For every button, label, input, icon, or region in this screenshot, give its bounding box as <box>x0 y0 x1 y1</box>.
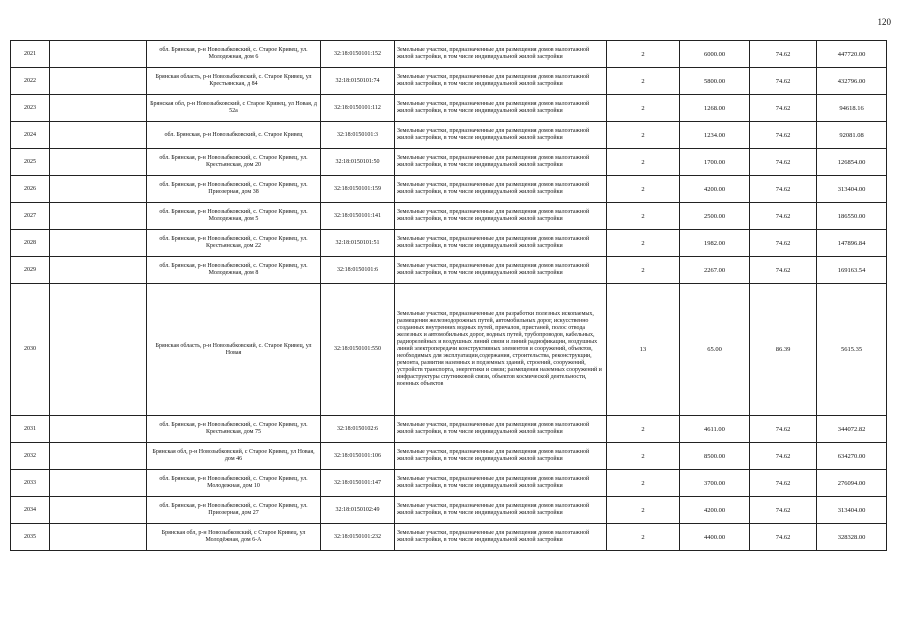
specific-value-cell: 74.62 <box>750 257 817 284</box>
use-group-cell: 2 <box>607 524 680 551</box>
cadastral-number-cell: 32:18:0150101:550 <box>321 284 395 416</box>
land-use-cell: Земельные участки, предназначенные для размещения домов малоэтажной жилой застройки, в том числе индивидуальной жилой застройки <box>395 470 607 497</box>
use-group-cell: 2 <box>607 203 680 230</box>
table-row <box>11 176 887 203</box>
specific-value-cell: 74.62 <box>750 68 817 95</box>
empty-cell <box>50 257 147 284</box>
specific-value-cell: 74.62 <box>750 122 817 149</box>
use-group-cell: 13 <box>607 284 680 416</box>
empty-cell <box>50 416 147 443</box>
cadastral-number-cell: 32:18:0150101:141 <box>321 203 395 230</box>
empty-cell <box>50 497 147 524</box>
row-number-cell: 2032 <box>11 443 50 470</box>
row-number-cell: 2021 <box>11 41 50 68</box>
use-group-cell: 2 <box>607 416 680 443</box>
cadastral-number-cell: 32:18:0150101:51 <box>321 230 395 257</box>
row-number-cell: 2034 <box>11 497 50 524</box>
cadastral-number-cell: 32:18:0150102:6 <box>321 416 395 443</box>
cadastral-value-cell: 328328.00 <box>817 524 887 551</box>
table-row <box>11 497 887 524</box>
cadastral-number-cell: 32:18:0150101:232 <box>321 524 395 551</box>
table-row <box>11 122 887 149</box>
empty-cell <box>50 443 147 470</box>
address-cell: Брянская область, р-н Новозыбковский, с. Старое Кривец, ул Крестьянская, д 84 <box>147 68 321 95</box>
use-group-cell: 2 <box>607 497 680 524</box>
row-number-cell: 2023 <box>11 95 50 122</box>
land-use-cell: Земельные участки, предназначенные для размещения домов малоэтажной жилой застройки, в том числе индивидуальной жилой застройки <box>395 68 607 95</box>
address-cell: Брянская обл, р-н Новозыбковский, с Старое Кривец, ул Молодёжная, дом 6-А <box>147 524 321 551</box>
page-number: 120 <box>877 17 891 27</box>
area-cell: 2500.00 <box>680 203 750 230</box>
use-group-cell: 2 <box>607 149 680 176</box>
cadastral-value-cell: 5615.35 <box>817 284 887 416</box>
address-cell: обл. Брянская, р-н Новозыбковский, с. Старое Кривец, ул. Крестьянская, дом 22 <box>147 230 321 257</box>
land-use-cell: Земельные участки, предназначенные для размещения домов малоэтажной жилой застройки, в том числе индивидуальной жилой застройки <box>395 497 607 524</box>
land-use-cell: Земельные участки, предназначенные для размещения домов малоэтажной жилой застройки, в том числе индивидуальной жилой застройки <box>395 416 607 443</box>
address-cell: обл. Брянская, р-н Новозыбковский, с. Старое Кривец, ул. Крестьянская, дом 75 <box>147 416 321 443</box>
address-cell: Брянская обл, р-н Новозыбковский, с Старое Кривец, ул Новая, д 52а <box>147 95 321 122</box>
use-group-cell: 2 <box>607 443 680 470</box>
specific-value-cell: 74.62 <box>750 41 817 68</box>
cadastral-value-cell: 313404.00 <box>817 176 887 203</box>
table-row <box>11 68 887 95</box>
cadastral-number-cell: 32:18:0150102:49 <box>321 497 395 524</box>
specific-value-cell: 74.62 <box>750 230 817 257</box>
cadastral-value-cell: 186550.00 <box>817 203 887 230</box>
row-number-cell: 2025 <box>11 149 50 176</box>
address-cell: обл. Брянская, р-н Новозыбковский, с. Старое Кривец <box>147 122 321 149</box>
empty-cell <box>50 230 147 257</box>
empty-cell <box>50 524 147 551</box>
cadastral-number-cell: 32:18:0150101:159 <box>321 176 395 203</box>
area-cell: 1982.00 <box>680 230 750 257</box>
empty-cell <box>50 95 147 122</box>
specific-value-cell: 74.62 <box>750 470 817 497</box>
use-group-cell: 2 <box>607 95 680 122</box>
address-cell: обл. Брянская, р-н Новозыбковский, с. Старое Кривец, ул. Молодежная, дом 8 <box>147 257 321 284</box>
land-use-cell: Земельные участки, предназначенные для размещения домов малоэтажной жилой застройки, в том числе индивидуальной жилой застройки <box>395 41 607 68</box>
table-row <box>11 230 887 257</box>
cadastral-number-cell: 32:18:0150101:147 <box>321 470 395 497</box>
empty-cell <box>50 470 147 497</box>
area-cell: 3700.00 <box>680 470 750 497</box>
cadastral-number-cell: 32:18:0150101:6 <box>321 257 395 284</box>
empty-cell <box>50 68 147 95</box>
row-number-cell: 2027 <box>11 203 50 230</box>
cadastral-number-cell: 32:18:0150101:3 <box>321 122 395 149</box>
area-cell: 4200.00 <box>680 176 750 203</box>
address-cell: обл. Брянская, р-н Новозыбковский, с. Старое Кривец, ул. Приозерная, дом 27 <box>147 497 321 524</box>
cadastral-value-cell: 92081.08 <box>817 122 887 149</box>
address-cell: Брянская обл, р-н Новозыбковский, с Старое Кривец, ул Новая, дом 46 <box>147 443 321 470</box>
row-number-cell: 2035 <box>11 524 50 551</box>
cadastral-number-cell: 32:18:0150101:112 <box>321 95 395 122</box>
table-row <box>11 41 887 68</box>
table-row <box>11 284 887 416</box>
address-cell: Брянская область, р-н Новозыбковский, с. Старое Кривец, ул Новая <box>147 284 321 416</box>
cadastral-value-cell: 94618.16 <box>817 95 887 122</box>
area-cell: 1268.00 <box>680 95 750 122</box>
row-number-cell: 2033 <box>11 470 50 497</box>
cadastral-value-cell: 432796.00 <box>817 68 887 95</box>
specific-value-cell: 74.62 <box>750 524 817 551</box>
address-cell: обл. Брянская, р-н Новозыбковский, с. Старое Кривец, ул. Приозерная, дом 38 <box>147 176 321 203</box>
row-number-cell: 2029 <box>11 257 50 284</box>
table-row <box>11 443 887 470</box>
specific-value-cell: 74.62 <box>750 149 817 176</box>
area-cell: 4200.00 <box>680 497 750 524</box>
use-group-cell: 2 <box>607 257 680 284</box>
empty-cell <box>50 176 147 203</box>
land-use-cell: Земельные участки, предназначенные для размещения домов малоэтажной жилой застройки, в том числе индивидуальной жилой застройки <box>395 149 607 176</box>
table-row <box>11 95 887 122</box>
cadastral-value-cell: 344072.82 <box>817 416 887 443</box>
address-cell: обл. Брянская, р-н Новозыбковский, с. Старое Кривец, ул. Молодежная, дом 5 <box>147 203 321 230</box>
row-number-cell: 2031 <box>11 416 50 443</box>
empty-cell <box>50 122 147 149</box>
cadastral-number-cell: 32:18:0150101:74 <box>321 68 395 95</box>
land-use-cell: Земельные участки, предназначенные для размещения домов малоэтажной жилой застройки, в том числе индивидуальной жилой застройки <box>395 257 607 284</box>
address-cell: обл. Брянская, р-н Новозыбковский, с. Старое Кривец, ул. Молодежная, дом 6 <box>147 41 321 68</box>
table-row <box>11 470 887 497</box>
area-cell: 8500.00 <box>680 443 750 470</box>
specific-value-cell: 74.62 <box>750 203 817 230</box>
area-cell: 4611.00 <box>680 416 750 443</box>
row-number-cell: 2028 <box>11 230 50 257</box>
area-cell: 2267.00 <box>680 257 750 284</box>
address-cell: обл. Брянская, р-н Новозыбковский, с. Старое Кривец, ул. Крестьянская, дом 20 <box>147 149 321 176</box>
empty-cell <box>50 203 147 230</box>
table-row <box>11 149 887 176</box>
area-cell: 1700.00 <box>680 149 750 176</box>
row-number-cell: 2024 <box>11 122 50 149</box>
specific-value-cell: 74.62 <box>750 176 817 203</box>
table-body <box>11 41 887 551</box>
table-row <box>11 203 887 230</box>
cadastral-value-table <box>10 40 887 551</box>
use-group-cell: 2 <box>607 122 680 149</box>
empty-cell <box>50 284 147 416</box>
table-row <box>11 257 887 284</box>
use-group-cell: 2 <box>607 176 680 203</box>
area-cell: 4400.00 <box>680 524 750 551</box>
land-use-cell: Земельные участки, предназначенные для размещения домов малоэтажной жилой застройки, в том числе индивидуальной жилой застройки <box>395 230 607 257</box>
specific-value-cell: 86.39 <box>750 284 817 416</box>
specific-value-cell: 74.62 <box>750 443 817 470</box>
use-group-cell: 2 <box>607 230 680 257</box>
specific-value-cell: 74.62 <box>750 95 817 122</box>
area-cell: 1234.00 <box>680 122 750 149</box>
specific-value-cell: 74.62 <box>750 497 817 524</box>
use-group-cell: 2 <box>607 68 680 95</box>
cadastral-value-cell: 447720.00 <box>817 41 887 68</box>
land-use-cell: Земельные участки, предназначенные для разработки полезных ископаемых, размещения железнодорожных путей, автомобильных дорог, искусственно созданных внутренних водных путей, причалов, пристаней, полос отвода железных и автомобильных дорог, водных путей, трубопроводов, кабельных, радиорелейных и воздушных линий связи и линий радиофикации, воздушных линий электропередачи конструктивных элементов и сооружений, объектов, необходимых для эксплуатации,содержания, строительства, реконструкции, ремонта, развития наземных и подземных зданий, строений, сооружений, устройств транспорта, энергетики и связи; размещения наземных сооружений и инфраструктуры спутниковой связи, объектов космической деятельности, военных объектов <box>395 284 607 416</box>
cadastral-number-cell: 32:18:0150101:106 <box>321 443 395 470</box>
table-row <box>11 416 887 443</box>
use-group-cell: 2 <box>607 470 680 497</box>
land-use-cell: Земельные участки, предназначенные для размещения домов малоэтажной жилой застройки, в том числе индивидуальной жилой застройки <box>395 176 607 203</box>
row-number-cell: 2022 <box>11 68 50 95</box>
cadastral-value-cell: 126854.00 <box>817 149 887 176</box>
use-group-cell: 2 <box>607 41 680 68</box>
empty-cell <box>50 149 147 176</box>
cadastral-value-cell: 169163.54 <box>817 257 887 284</box>
land-use-cell: Земельные участки, предназначенные для размещения домов малоэтажной жилой застройки, в том числе индивидуальной жилой застройки <box>395 524 607 551</box>
land-use-cell: Земельные участки, предназначенные для размещения домов малоэтажной жилой застройки, в том числе индивидуальной жилой застройки <box>395 443 607 470</box>
empty-cell <box>50 41 147 68</box>
land-use-cell: Земельные участки, предназначенные для размещения домов малоэтажной жилой застройки, в том числе индивидуальной жилой застройки <box>395 95 607 122</box>
cadastral-value-cell: 313404.00 <box>817 497 887 524</box>
specific-value-cell: 74.62 <box>750 416 817 443</box>
row-number-cell: 2026 <box>11 176 50 203</box>
address-cell: обл. Брянская, р-н Новозыбковский, с. Старое Кривец, ул. Молодежная, дом 10 <box>147 470 321 497</box>
cadastral-value-cell: 276094.00 <box>817 470 887 497</box>
row-number-cell: 2030 <box>11 284 50 416</box>
area-cell: 5800.00 <box>680 68 750 95</box>
cadastral-value-cell: 147896.84 <box>817 230 887 257</box>
table-row <box>11 524 887 551</box>
cadastral-number-cell: 32:18:0150101:50 <box>321 149 395 176</box>
land-use-cell: Земельные участки, предназначенные для размещения домов малоэтажной жилой застройки, в том числе индивидуальной жилой застройки <box>395 122 607 149</box>
cadastral-value-cell: 634270.00 <box>817 443 887 470</box>
area-cell: 65.00 <box>680 284 750 416</box>
area-cell: 6000.00 <box>680 41 750 68</box>
cadastral-number-cell: 32:18:0150101:152 <box>321 41 395 68</box>
land-use-cell: Земельные участки, предназначенные для размещения домов малоэтажной жилой застройки, в том числе индивидуальной жилой застройки <box>395 203 607 230</box>
